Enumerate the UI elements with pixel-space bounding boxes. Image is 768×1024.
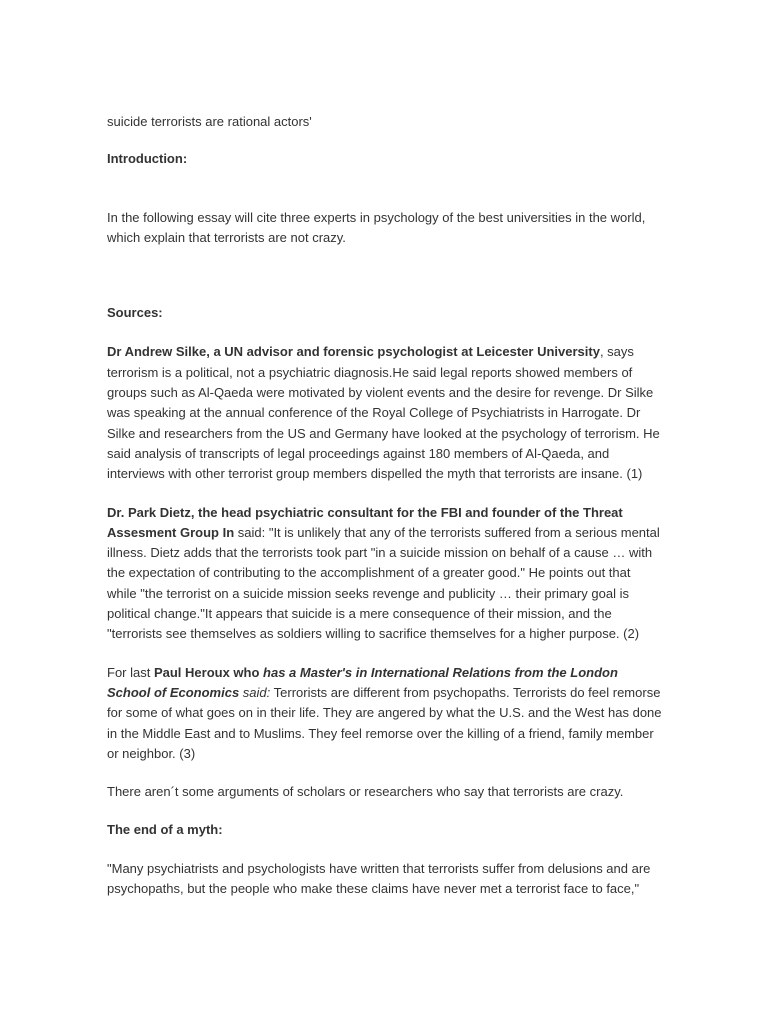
source-heroux-name: Paul Heroux who [153,664,264,680]
source-entry-silke [107,342,663,484]
sources-closing-paragraph: There aren´t some arguments of scholars or researchers who say that terrorists are crazy. [107,784,624,800]
end-of-myth-paragraph: "Many psychiatrists and psychologists have written that terrorists suffer from delusions and are psychopaths, but the people who make these claims have never met a terrorist face to face," [107,860,651,897]
source-heroux-prefix: For last [107,664,154,680]
document-page [107,112,663,917]
introduction-paragraph: In the following essay will cite three experts in psychology of the best universities in the world, which explain that terrorists are not crazy. [107,209,646,245]
document-title-line: suicide terrorists are rational actors' [107,114,312,129]
source-dietz-body: said: "It is unlikely that any of the terrorists suffered from a serious mental illness. Dietz adds that the terrorists took part "in a suicide mission on behalf of a cause … with the expectation of contributing to the accomplishment of a greater good." He points out that while "the terrorist on a suicide mission seeks revenge and publicity … their primary goal is political change."It appears that suicide is a mere consequence of their mission, and the "terrorists see themselves as soldiers willing to sacrifice themselves for a higher purpose. (2) [107,524,660,642]
source-entry-dietz [107,503,663,645]
end-of-myth-heading: The end of a myth: [107,822,223,838]
sources-heading: Sources: [107,305,163,321]
source-silke-name: Dr Andrew Silke, a UN advisor and forensic psychologist at Leicester University [107,344,600,360]
source-silke-body: , says terrorism is a political, not a psychiatric diagnosis.He said legal reports showed members of groups such as Al-Qaeda were motivated by violent events and the desire for revenge. Dr Silke was speaking at the annual conference of the Royal College of Psychiatrists in Harrogate. Dr Silke and researchers from the US and Germany have looked at the psychology of terrorism. He said analysis of transcripts of legal proceedings against 180 members of Al-Qaeda, and interviews with other terrorist group members dispelled the myth that terrorists are insane. (1) [107,344,660,482]
introduction-heading: Introduction: [107,151,188,167]
source-heroux-body: Terrorists are different from psychopaths. Terrorists do feel remorse for some of what goes on in their life. They are angered by what the U.S. and the West has done in the Middle East and to Muslims. They feel remorse over the killing of a friend, family member or neighbor. (3) [107,684,662,761]
source-dietz-name: Dr. Park Dietz, the head psychiatric consultant for the FBI and founder of the Threat Assesment Group In [107,504,623,540]
source-heroux-credential: has a Master's in International Relations from the London School of Economics [107,664,618,700]
source-entry-heroux [107,663,663,764]
source-heroux-said: said: [239,684,271,700]
